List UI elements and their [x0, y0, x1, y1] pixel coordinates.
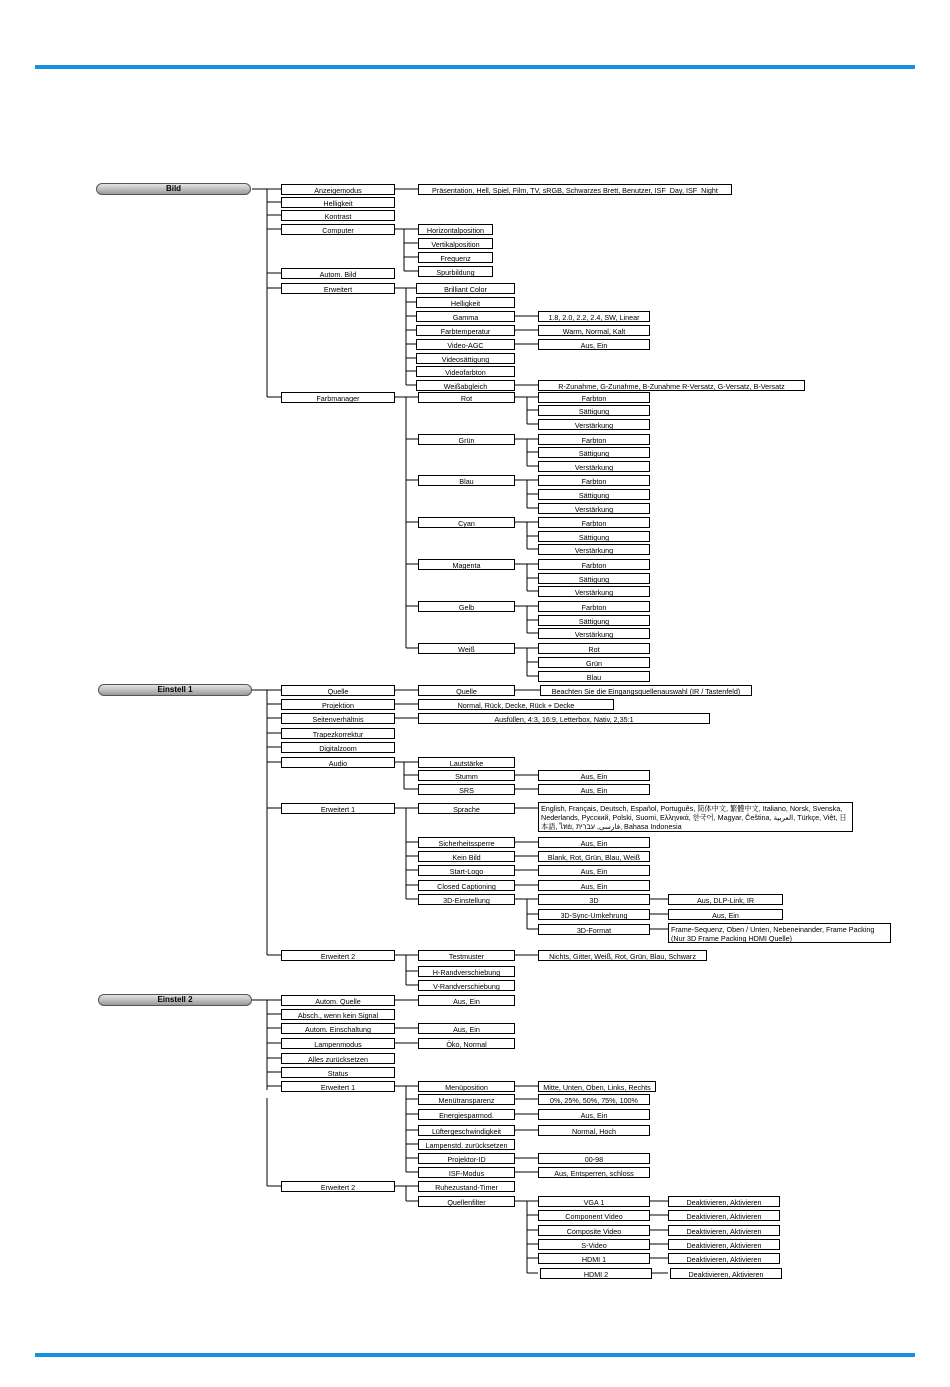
options-source-hdmi-1: Deaktivieren, Aktivieren [668, 1253, 780, 1264]
menu-3d-einstellung[interactable]: 3D-Einstellung [418, 894, 515, 905]
menu-brilliant-color[interactable]: Brilliant Color [416, 283, 515, 294]
menu-autom-einschaltung[interactable]: Autom. Einschaltung [281, 1023, 395, 1034]
menu-lueftergeschwindigkeit[interactable]: Lüftergeschwindigkeit [418, 1125, 515, 1136]
menu-isf-modus[interactable]: ISF-Modus [418, 1167, 515, 1178]
menu-farbton[interactable]: Farbton [538, 601, 650, 612]
menu-saettigung[interactable]: Sättigung [538, 615, 650, 626]
options-projektion: Normal, Rück, Decke, Rück + Decke [418, 699, 614, 710]
menu-3d-format[interactable]: 3D-Format [538, 924, 650, 935]
menu-saettigung[interactable]: Sättigung [538, 531, 650, 542]
menu-status[interactable]: Status [281, 1067, 395, 1078]
options-sprache: English, Français, Deutsch, Español, Português, 简体中文, 繁體中文, Italiano, Norsk, Svenska, Nederlands, Русский, Polski, Suomi, Ελληνικά, 한국어, Magyar, Čeština, العربية, Türkçe, Việt, 日本語, ไทย, فارسی, עברית, Bahasa Indonesia [538, 802, 853, 832]
menu-farbe-weiss[interactable]: Weiß [418, 643, 515, 654]
menu-saettigung[interactable]: Sättigung [538, 447, 650, 458]
menu-digitalzoom[interactable]: Digitalzoom [281, 742, 395, 753]
options-gamma: 1.8, 2.0, 2.2, 2.4, SW, Linear [538, 311, 650, 322]
menu-3d-sync-umkehrung[interactable]: 3D-Sync-Umkehrung [538, 909, 650, 920]
menu-erweitert-2[interactable]: Erweitert 2 [281, 950, 395, 961]
options-farbtemperatur: Warm, Normal, Kalt [538, 325, 650, 336]
menu-verstaerkung[interactable]: Verstärkung [538, 461, 650, 472]
menu-kontrast[interactable]: Kontrast [281, 210, 395, 221]
options-lampenmodus: Öko, Normal [418, 1038, 515, 1049]
section-einstell-2[interactable]: Einstell 2 [98, 994, 252, 1006]
menu-verstaerkung[interactable]: Verstärkung [538, 503, 650, 514]
menu-farbe-cyan[interactable]: Cyan [418, 517, 515, 528]
menu-h-randverschiebung[interactable]: H-Randverschiebung [418, 966, 515, 977]
menu-kein-bild[interactable]: Kein Bild [418, 851, 515, 862]
menu-videofarbton[interactable]: Videofarbton [416, 366, 515, 377]
menu-weiss-gruen[interactable]: Grün [538, 657, 650, 668]
menu-lampenstd-zuruecksetzen[interactable]: Lampenstd. zurücksetzen [418, 1139, 515, 1150]
menu-weissabgleich[interactable]: Weißabgleich [416, 380, 515, 391]
section-einstell-1[interactable]: Einstell 1 [98, 684, 252, 696]
menu-anzeigemodus[interactable]: Anzeigemodus [281, 184, 395, 195]
menu-srs[interactable]: SRS [418, 784, 515, 795]
menu-verstaerkung[interactable]: Verstärkung [538, 586, 650, 597]
menu-menuetransparenz[interactable]: Menütransparenz [418, 1094, 515, 1105]
menu-erweitert-helligkeit[interactable]: Helligkeit [416, 297, 515, 308]
options-anzeigemodus: Präsentation, Hell, Spiel, Film, TV, sRGB, Schwarzes Brett, Benutzer, ISF_Day, ISF_Night [418, 184, 732, 195]
menu-farbton[interactable]: Farbton [538, 475, 650, 486]
menu-farbe-rot[interactable]: Rot [418, 392, 515, 403]
options-srs: Aus, Ein [538, 784, 650, 795]
menu-source-component-video[interactable]: Component Video [538, 1210, 650, 1221]
menu-farbe-blau[interactable]: Blau [418, 475, 515, 486]
menu-spurbildung[interactable]: Spurbildung [418, 266, 493, 277]
menu-farbe-magenta[interactable]: Magenta [418, 559, 515, 570]
menu-gamma[interactable]: Gamma [416, 311, 515, 322]
menu-trapezkorrektur[interactable]: Trapezkorrektur [281, 728, 395, 739]
menu-verstaerkung[interactable]: Verstärkung [538, 628, 650, 639]
options-menueposition: Mitte, Unten, Oben, Links, Rechts [538, 1081, 656, 1092]
menu-erweitert-1-e2[interactable]: Erweitert 1 [281, 1081, 395, 1092]
options-video-agc: Aus, Ein [538, 339, 650, 350]
options-source-vga-1: Deaktivieren, Aktivieren [668, 1196, 780, 1207]
menu-saettigung[interactable]: Sättigung [538, 489, 650, 500]
menu-vertikalposition[interactable]: Vertikalposition [418, 238, 493, 249]
menu-source-composite-video[interactable]: Composite Video [538, 1225, 650, 1236]
options-stumm: Aus, Ein [538, 770, 650, 781]
menu-sicherheitssperre[interactable]: Sicherheitssperre [418, 837, 515, 848]
menu-farbe-gelb[interactable]: Gelb [418, 601, 515, 612]
menu-lautstaerke[interactable]: Lautstärke [418, 757, 515, 768]
menu-erweitert-1[interactable]: Erweitert 1 [281, 803, 395, 814]
menu-ruhezustand-timer[interactable]: Ruhezustand-Timer [418, 1181, 515, 1192]
menu-source-hdmi-1[interactable]: HDMI 1 [538, 1253, 650, 1264]
options-menuetransparenz: 0%, 25%, 50%, 75%, 100% [538, 1094, 650, 1105]
options-autom-einschaltung: Aus, Ein [418, 1023, 515, 1034]
menu-quelle-sub[interactable]: Quelle [418, 685, 515, 696]
menu-energiesparmod[interactable]: Energiesparmod. [418, 1109, 515, 1120]
options-3d-format: Frame-Sequenz, Oben / Unten, Nebeneinander, Frame Packing (Nur 3D Frame Packing HDMI Quelle) [668, 923, 891, 943]
menu-source-s-video[interactable]: S-Video [538, 1239, 650, 1250]
options-projektor-id: 00-98 [538, 1153, 650, 1164]
menu-lampenmodus[interactable]: Lampenmodus [281, 1038, 395, 1049]
menu-source-vga-1[interactable]: VGA 1 [538, 1196, 650, 1207]
menu-projektion[interactable]: Projektion [281, 699, 395, 710]
menu-frequenz[interactable]: Frequenz [418, 252, 493, 263]
options-autom-quelle: Aus, Ein [418, 995, 515, 1006]
menu-v-randverschiebung[interactable]: V-Randverschiebung [418, 980, 515, 991]
menu-verstaerkung[interactable]: Verstärkung [538, 419, 650, 430]
menu-menueposition[interactable]: Menüposition [418, 1081, 515, 1092]
menu-farbton[interactable]: Farbton [538, 559, 650, 570]
menu-saettigung[interactable]: Sättigung [538, 573, 650, 584]
menu-erweitert[interactable]: Erweitert [281, 283, 395, 294]
menu-computer[interactable]: Computer [281, 224, 395, 235]
menu-seitenverhaeltnis[interactable]: Seitenverhältnis [281, 713, 395, 724]
section-bild[interactable]: Bild [96, 183, 251, 195]
menu-3d[interactable]: 3D [538, 894, 650, 905]
menu-quellenfilter[interactable]: Quellenfilter [418, 1196, 515, 1207]
options-kein-bild: Blank, Rot, Grün, Blau, Weiß [538, 851, 650, 862]
menu-absch-kein-signal[interactable]: Absch., wenn kein Signal [281, 1009, 395, 1020]
options-lueftergeschwindigkeit: Normal, Hoch [538, 1125, 650, 1136]
menu-verstaerkung[interactable]: Verstärkung [538, 544, 650, 555]
menu-video-agc[interactable]: Video-AGC [416, 339, 515, 350]
menu-farbe-gruen[interactable]: Grün [418, 434, 515, 445]
menu-saettigung[interactable]: Sättigung [538, 405, 650, 416]
menu-horizontalposition[interactable]: Horizontalposition [418, 224, 493, 235]
menu-weiss-blau[interactable]: Blau [538, 671, 650, 682]
options-source-hdmi-2: Deaktivieren, Aktivieren [670, 1268, 782, 1279]
menu-weiss-rot[interactable]: Rot [538, 643, 650, 654]
options-source-s-video: Deaktivieren, Aktivieren [668, 1239, 780, 1250]
options-quelle: Beachten Sie die Eingangsquellenauswahl (IR / Tastenfeld) [540, 685, 752, 696]
menu-source-hdmi-2[interactable]: HDMI 2 [540, 1268, 652, 1279]
menu-closed-captioning[interactable]: Closed Captioning [418, 880, 515, 891]
options-testmuster: Nichts, Gitter, Weiß, Rot, Grün, Blau, Schwarz [538, 950, 707, 961]
menu-farbton[interactable]: Farbton [538, 517, 650, 528]
options-weissabgleich: R-Zunahme, G-Zunahme, B-Zunahme R-Versatz, G-Versatz, B-Versatz [538, 380, 805, 391]
options-start-logo: Aus, Ein [538, 865, 650, 876]
menu-stumm[interactable]: Stumm [418, 770, 515, 781]
menu-farbtemperatur[interactable]: Farbtemperatur [416, 325, 515, 336]
menu-start-logo[interactable]: Start-Logo [418, 865, 515, 876]
menu-erweitert-2-e2[interactable]: Erweitert 2 [281, 1181, 395, 1192]
menu-alles-zuruecksetzen[interactable]: Alles zurücksetzen [281, 1053, 395, 1064]
menu-farbton[interactable]: Farbton [538, 434, 650, 445]
options-energiesparmod: Aus, Ein [538, 1109, 650, 1120]
options-source-component-video: Deaktivieren, Aktivieren [668, 1210, 780, 1221]
menu-autom-quelle[interactable]: Autom. Quelle [281, 995, 395, 1006]
menu-farbmanager[interactable]: Farbmanager [281, 392, 395, 403]
menu-audio[interactable]: Audio [281, 757, 395, 768]
menu-autom-bild[interactable]: Autom. Bild [281, 268, 395, 279]
options-3d-sync-umkehrung: Aus, Ein [668, 909, 783, 920]
options-seitenverhaeltnis: Ausfüllen, 4:3, 16:9, Letterbox, Nativ, 2,35:1 [418, 713, 710, 724]
menu-testmuster[interactable]: Testmuster [418, 950, 515, 961]
options-source-composite-video: Deaktivieren, Aktivieren [668, 1225, 780, 1236]
options-isf-modus: Aus, Entsperren, schloss [538, 1167, 650, 1178]
menu-sprache[interactable]: Sprache [418, 803, 515, 814]
menu-videosaettigung[interactable]: Videosättigung [416, 353, 515, 364]
menu-quelle[interactable]: Quelle [281, 685, 395, 696]
options-closed-captioning: Aus, Ein [538, 880, 650, 891]
options-sicherheitssperre: Aus, Ein [538, 837, 650, 848]
menu-helligkeit[interactable]: Helligkeit [281, 197, 395, 208]
menu-projektor-id[interactable]: Projektor-ID [418, 1153, 515, 1164]
options-3d: Aus, DLP-Link, IR [668, 894, 783, 905]
menu-farbton[interactable]: Farbton [538, 392, 650, 403]
